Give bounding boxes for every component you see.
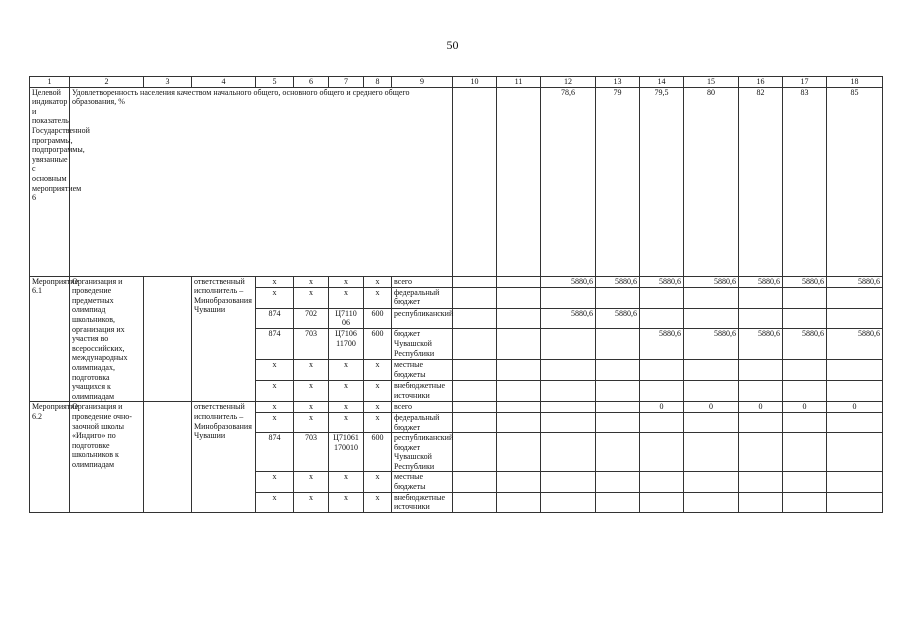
value-cell: 5880,6 (541, 308, 596, 329)
code-cell: x (256, 276, 294, 287)
measure-name: Организация и проведение предметных олимпиад школьников, организация их участия во всероссийских, международных олимпиадах, подготовка учащихся к олимпиадам (70, 276, 144, 402)
value-cell: 0 (684, 402, 739, 413)
code-cell: x (256, 381, 294, 402)
col-number: 15 (684, 77, 739, 88)
col-number: 8 (364, 77, 392, 88)
indicator-label: Целевой индикатор и показатель Государственной программы, подпрограммы, увязанные с основным мероприятием 6 (30, 87, 70, 276)
code-cell: x (329, 381, 364, 402)
code-cell: 874 (256, 308, 294, 329)
code-cell: 702 (294, 308, 329, 329)
code-cell: x (256, 492, 294, 512)
code-cell: x (364, 360, 392, 381)
col-number: 3 (144, 77, 192, 88)
code-cell: x (256, 472, 294, 492)
value-cell: 5880,6 (739, 276, 783, 287)
col-number: 16 (739, 77, 783, 88)
funding-source: внебюджетные источники (392, 492, 453, 512)
code-cell: x (329, 492, 364, 512)
code-cell: x (364, 412, 392, 432)
col-number: 1 (30, 77, 70, 88)
value-cell: 5880,6 (596, 308, 640, 329)
value-cell: 5880,6 (827, 329, 883, 360)
indicator-text: Удовлетворенность населения качеством начального общего, основного общего и среднего общего образования, % (70, 87, 453, 276)
code-cell: Ц7110 06 (329, 308, 364, 329)
code-cell: x (256, 402, 294, 413)
value-cell: 5880,6 (541, 276, 596, 287)
code-cell: x (364, 381, 392, 402)
col-number: 17 (783, 77, 827, 88)
col-number: 14 (640, 77, 684, 88)
code-cell: x (364, 402, 392, 413)
code-cell: x (294, 360, 329, 381)
col-number: 12 (541, 77, 596, 88)
code-cell: x (364, 492, 392, 512)
col-number: 5 (256, 77, 294, 88)
code-cell: x (294, 276, 329, 287)
value-cell: 0 (827, 402, 883, 413)
code-cell: x (294, 287, 329, 308)
value-cell: 5880,6 (684, 329, 739, 360)
col-number: 7 (329, 77, 364, 88)
column-numbers-row (30, 77, 883, 88)
code-cell: x (294, 381, 329, 402)
program-table (29, 76, 883, 513)
code-cell: x (364, 287, 392, 308)
funding-source: местные бюджеты (392, 360, 453, 381)
funding-source: республиканский (392, 308, 453, 329)
value-cell (453, 276, 497, 287)
col-number: 4 (192, 77, 256, 88)
indicator-value: 79,5 (640, 87, 684, 276)
code-cell: x (256, 287, 294, 308)
code-cell: x (329, 472, 364, 492)
value-cell: 5880,6 (783, 276, 827, 287)
code-cell: x (329, 287, 364, 308)
measure-executor: ответственный исполнитель – Минобразования Чувашии (192, 276, 256, 402)
value-cell: 5880,6 (827, 276, 883, 287)
code-cell: x (329, 402, 364, 413)
value-cell: 0 (640, 402, 684, 413)
col-number: 2 (70, 77, 144, 88)
col-number: 9 (392, 77, 453, 88)
value-cell: 0 (783, 402, 827, 413)
page-number: 50 (446, 38, 459, 52)
funding-source: всего (392, 276, 453, 287)
measure-executor: ответственный исполнитель – Минобразования Чувашии (192, 402, 256, 513)
table-row (30, 402, 883, 413)
indicator-value: 79 (596, 87, 640, 276)
code-cell: 703 (294, 329, 329, 360)
funding-source: всего (392, 402, 453, 413)
value-cell: 5880,6 (684, 276, 739, 287)
code-cell: x (294, 492, 329, 512)
col-number: 6 (294, 77, 329, 88)
code-cell: Ц7106 11700 (329, 329, 364, 360)
funding-source: федеральный бюджет (392, 412, 453, 432)
funding-source: республиканский бюджет Чувашской Республики (392, 433, 453, 472)
funding-source: бюджет Чувашской Республики (392, 329, 453, 360)
col-number: 10 (453, 77, 497, 88)
value-cell: 5880,6 (640, 276, 684, 287)
table-row (30, 276, 883, 287)
funding-source: внебюджетные источники (392, 381, 453, 402)
indicator-row (30, 87, 883, 276)
value-cell: 0 (739, 402, 783, 413)
code-cell: 703 (294, 433, 329, 472)
code-cell: x (256, 360, 294, 381)
value-cell: 5880,6 (596, 276, 640, 287)
code-cell: x (329, 412, 364, 432)
code-cell: 874 (256, 329, 294, 360)
value-cell: 5880,6 (783, 329, 827, 360)
code-cell: x (364, 276, 392, 287)
code-cell: x (294, 472, 329, 492)
indicator-value: 80 (684, 87, 739, 276)
code-cell: 874 (256, 433, 294, 472)
col-number: 11 (497, 77, 541, 88)
code-cell: 600 (364, 329, 392, 360)
code-cell: 600 (364, 433, 392, 472)
indicator-value: 78,6 (541, 87, 596, 276)
measure-name: Организация и проведение очно-заочной школы «Индиго» по подготовке школьников к олимпиадам (70, 402, 144, 513)
code-cell: x (256, 412, 294, 432)
value-cell: 5880,6 (640, 329, 684, 360)
code-cell: 600 (364, 308, 392, 329)
indicator-value: 85 (827, 87, 883, 276)
measure-label: Мероприятие 6.2 (30, 402, 70, 513)
code-cell: x (364, 472, 392, 492)
col-number: 13 (596, 77, 640, 88)
indicator-value: 83 (783, 87, 827, 276)
code-cell: x (329, 360, 364, 381)
value-cell (497, 276, 541, 287)
value-cell: 5880,6 (739, 329, 783, 360)
code-cell: x (329, 276, 364, 287)
indicator-value: 82 (739, 87, 783, 276)
funding-source: местные бюджеты (392, 472, 453, 492)
code-cell: x (294, 412, 329, 432)
code-cell: x (294, 402, 329, 413)
col-number: 18 (827, 77, 883, 88)
code-cell: Ц71061 170010 (329, 433, 364, 472)
funding-source: федеральный бюджет (392, 287, 453, 308)
measure-label: Мероприятие 6.1 (30, 276, 70, 402)
